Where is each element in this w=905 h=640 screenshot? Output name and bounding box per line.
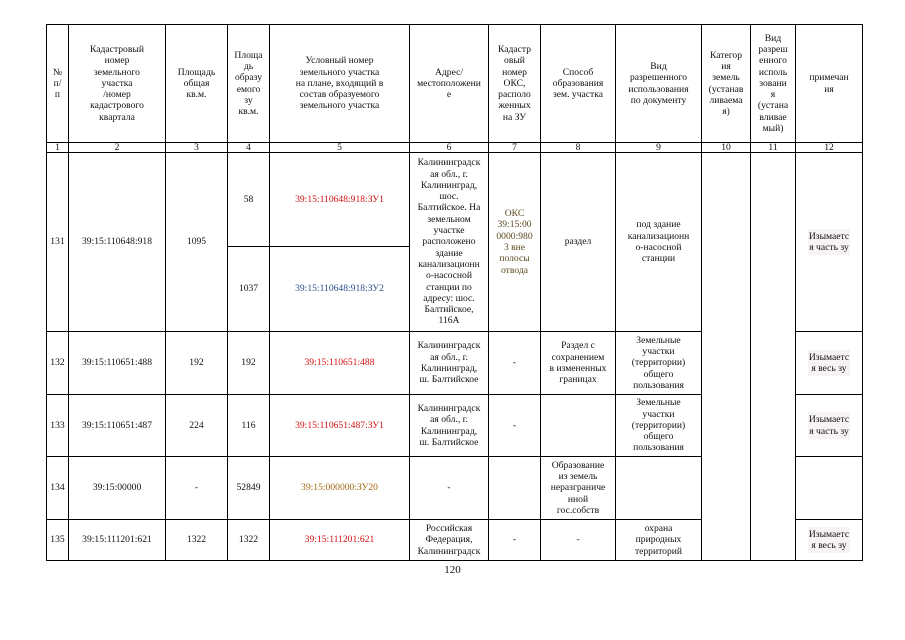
formation-method: Образование из земель неразграниче нной гос.собств (541, 457, 616, 520)
note: Изымаетс я часть зу (796, 153, 863, 332)
colnum-12: 12 (796, 143, 863, 153)
row-number: 134 (47, 457, 69, 520)
permitted-use: под здание канализационн о-насосной станции (616, 153, 702, 332)
conditional-number: 39:15:110651:488 (270, 332, 410, 395)
row-number: 132 (47, 332, 69, 395)
cadastral-number: 39:15:110651:488 (69, 332, 166, 395)
address: Калининградск ая обл., г. Калининград, ш. Балтийское (410, 395, 489, 457)
area-new: 58 (228, 153, 270, 247)
area-total: 192 (166, 332, 228, 395)
table-row (47, 153, 863, 247)
note: Изымаетс я весь зу (796, 520, 863, 561)
header-row (47, 25, 863, 143)
conditional-number: 39:15:111201:621 (270, 520, 410, 561)
permitted-use: Земельные участки (территории) общего пользования (616, 395, 702, 457)
formation-method: раздел (541, 153, 616, 332)
conditional-number: 39:15:110648:918:ЗУ2 (270, 247, 410, 332)
colnum-4: 4 (228, 143, 270, 153)
header-cadastral: Кадастровый номер земельного участка /номер кадастрового квартала (69, 25, 166, 143)
colnum-5: 5 (270, 143, 410, 153)
address: Калининградск ая обл., г. Калининград, ш. Балтийское (410, 332, 489, 395)
cadastral-number: 39:15:111201:621 (69, 520, 166, 561)
area-new: 52849 (228, 457, 270, 520)
area-total: 1095 (166, 153, 228, 332)
formation-method (541, 395, 616, 457)
conditional-number: 39:15:000000:ЗУ20 (270, 457, 410, 520)
colnum-3: 3 (166, 143, 228, 153)
header-land-category: Категор ия земель (устанав ливаема я) (702, 25, 751, 143)
note (796, 457, 863, 520)
address: - (410, 457, 489, 520)
conditional-number: 39:15:110648:918:ЗУ1 (270, 153, 410, 247)
oks-number: - (489, 332, 541, 395)
colnum-2: 2 (69, 143, 166, 153)
header-method: Способ образования зем. участка (541, 25, 616, 143)
cadastral-number: 39:15:110651:487 (69, 395, 166, 457)
permitted-use (616, 457, 702, 520)
cadastral-number: 39:15:110648:918 (69, 153, 166, 332)
header-area-total: Площадь общая кв.м. (166, 25, 228, 143)
permitted-use: охрана природных территорий (616, 520, 702, 561)
area-total: - (166, 457, 228, 520)
colnum-1: 1 (47, 143, 69, 153)
colnum-8: 8 (541, 143, 616, 153)
note: Изымаетс я часть зу (796, 395, 863, 457)
conditional-number: 39:15:110651:487:ЗУ1 (270, 395, 410, 457)
colnum-9: 9 (616, 143, 702, 153)
page-number: 120 (444, 564, 461, 576)
address: Российская Федерация, Калининградск (410, 520, 489, 561)
area-new: 1322 (228, 520, 270, 561)
address: Калининградск ая обл., г. Калининград, шос. Балтийское. На земельном участке расположено здание канализационн о-насосной станции по адресу: шос. Балтийское, 116А (410, 153, 489, 332)
column-number-row (47, 143, 863, 153)
permitted-use: Земельные участки (территории) общего пользования (616, 332, 702, 395)
cadastral-number: 39:15:00000 (69, 457, 166, 520)
row-number: 135 (47, 520, 69, 561)
colnum-6: 6 (410, 143, 489, 153)
header-notes: примечан ия (796, 25, 863, 143)
colnum-7: 7 (489, 143, 541, 153)
area-total: 1322 (166, 520, 228, 561)
formation-method: - (541, 520, 616, 561)
oks-number: - (489, 395, 541, 457)
area-new: 192 (228, 332, 270, 395)
established-use (751, 153, 796, 561)
colnum-10: 10 (702, 143, 751, 153)
header-oks: Кадастр овый номер ОКС, располо женных на ЗУ (489, 25, 541, 143)
oks-number: ОКС 39:15:00 0000:980 3 вне полосы отвода (489, 153, 541, 332)
header-area-new: Площа дь образу емого зу кв.м. (228, 25, 270, 143)
oks-number: - (489, 520, 541, 561)
land-plots-table (46, 24, 863, 561)
note: Изымаетс я весь зу (796, 332, 863, 395)
header-permitted-use: Вид разрешенного использования по документу (616, 25, 702, 143)
area-total: 224 (166, 395, 228, 457)
area-new: 116 (228, 395, 270, 457)
header-use-established: Вид разреш енного исполь зовани я (устана вливае мый) (751, 25, 796, 143)
land-category (702, 153, 751, 561)
oks-number (489, 457, 541, 520)
row-number: 133 (47, 395, 69, 457)
formation-method: Раздел с сохранением в измененных границах (541, 332, 616, 395)
header-num: № п/ п (47, 25, 69, 143)
row-number: 131 (47, 153, 69, 332)
colnum-11: 11 (751, 143, 796, 153)
header-address: Адрес/ местоположени е (410, 25, 489, 143)
header-conditional-number: Условный номер земельного участка на плане, входящий в состав образуемого земельного участка (270, 25, 410, 143)
area-new: 1037 (228, 247, 270, 332)
